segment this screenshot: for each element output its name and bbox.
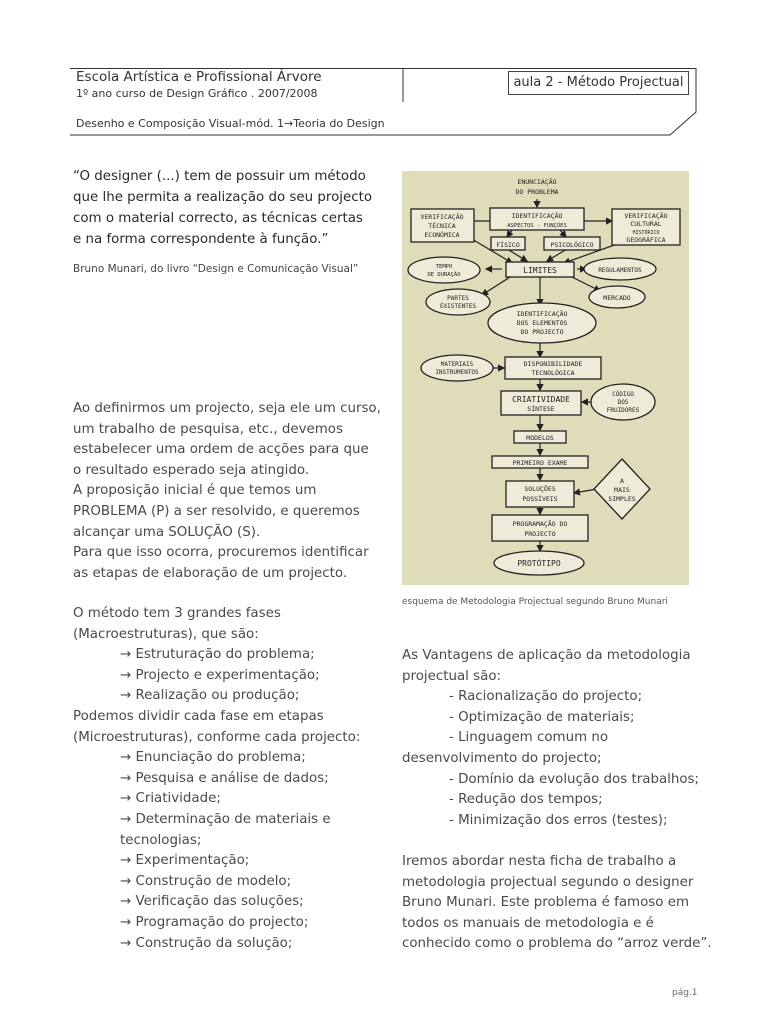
label-verif-cult: CULTURAL (630, 220, 662, 228)
text-line: o resultado esperado seja atingido. (73, 462, 310, 478)
list-item: tecnologias; (120, 832, 202, 848)
advantages-section (402, 646, 699, 831)
list-item: → Enunciação do problema; (120, 750, 306, 766)
label-tempo: DE DURAÇÃO (427, 272, 461, 278)
label-modelos: MODELOS (526, 434, 554, 442)
label-limites: LIMITES (523, 266, 557, 275)
label-partes: EXISTENTES (439, 303, 477, 310)
label-ident-elem: DO PROJECTO (520, 328, 564, 336)
label-verif-cult: HISTÓRICO (632, 230, 660, 236)
label-prototipo: PROTÓTIPO (517, 559, 561, 568)
label-solucoes: POSSÍVEIS (522, 495, 558, 503)
label-primeiro: PRIMEIRO EXAME (512, 459, 568, 467)
quote-text: “O designer (...) tem de possuir um método que lhe permita a realização do seu projecto com o material correcto, as técnicas certas e na forma correspondente à função.” (73, 169, 373, 247)
closing-paragraph (402, 852, 712, 955)
label-regulamentos: REGULAMENTOS (598, 267, 642, 274)
label-identificacao: ASPECTOS - FUNÇÕES (507, 223, 567, 229)
course-name: 1º ano curso de Design Gráfico . 2007/2008 (76, 87, 318, 100)
label-simples: A (620, 477, 624, 485)
methodology-diagram (402, 171, 689, 585)
text-line: metodologia projectual segundo o designer (402, 874, 694, 890)
text-line: estabelecer uma ordem de acções para que (73, 442, 369, 458)
list-item: → Projecto e experimentação; (120, 667, 320, 683)
label-simples: SIMPLES (608, 495, 636, 503)
label-verif-cult: VERIFICAÇÃO (624, 212, 668, 220)
text-line: Iremos abordar nesta ficha de trabalho a (402, 854, 677, 869)
label-materiais: MATERIAIS (440, 361, 474, 368)
list-item: - Domínio da evolução dos trabalhos; (449, 771, 700, 787)
label-codigo: DOS (617, 399, 629, 406)
phases-section (73, 604, 360, 954)
text-line: Podemos dividir cada fase em etapas (73, 708, 324, 724)
text-line: O método tem 3 grandes fases (73, 606, 281, 621)
label-codigo: FRUIDORES (606, 407, 640, 414)
label-criatividade: CRIATIVIDADE (512, 395, 570, 404)
text-line: todos os manuais de metodologia e é (402, 915, 654, 931)
label-codigo: CÓDIGO (612, 391, 634, 398)
label-mercado: MERCADO (603, 294, 631, 302)
list-item: → Estruturação do problema; (120, 647, 315, 663)
label-enunciacao: ENUNCIAÇÃO (517, 178, 557, 186)
label-partes: PARTES (447, 295, 469, 302)
label-materiais: INSTRUMENTOS (435, 369, 479, 376)
school-name: Escola Artística e Profissional Árvore (76, 69, 322, 85)
list-item: → Criatividade; (120, 791, 221, 807)
list-item: → Realização ou produção; (120, 688, 300, 704)
intro-paragraph (73, 399, 381, 584)
text-line: (Macroestruturas), que são: (73, 626, 259, 642)
list-item: → Programação do projecto; (120, 914, 309, 930)
label-fisico: FÍSICO (496, 241, 520, 249)
label-identificacao: IDENTIFICAÇÃO (511, 212, 563, 220)
node-tempo (408, 257, 480, 283)
text-line: desenvolvimento do projecto; (402, 750, 602, 766)
label-programacao: PROGRAMAÇÃO DO (512, 520, 568, 528)
node-partes (426, 289, 490, 315)
label-disponib: TECNOLÓGICA (531, 369, 575, 377)
list-item: → Determinação de materiais e (120, 811, 331, 827)
text-line: um trabalho de pesquisa, etc., devemos (73, 421, 343, 437)
label-tempo: TEMPO (435, 264, 453, 270)
label-ident-elem: DOS ELEMENTOS (516, 319, 568, 327)
list-item: - Linguagem comum no (449, 730, 609, 746)
label-disponib: DISPONIBILIDADE (523, 360, 583, 368)
list-item: - Redução dos tempos; (449, 792, 603, 808)
text-line: PROBLEMA (P) a ser resolvido, e queremos (73, 503, 360, 519)
node-materiais (421, 355, 493, 381)
label-ident-elem: IDENTIFICAÇÃO (516, 310, 568, 318)
quote-source: Bruno Munari, do livro “Design e Comunicação Visual” (73, 263, 359, 275)
text-line: Bruno Munari. Este problema é famoso em (402, 895, 689, 911)
text-line: As Vantagens de aplicação da metodologia (402, 648, 691, 663)
label-enunciacao: DO PROBLEMA (515, 188, 559, 196)
text-line: Ao definirmos um projecto, seja ele um curso, (73, 401, 381, 416)
subject-name: Desenho e Composição Visual-mód. 1→Teoria do Design (76, 117, 385, 130)
text-line: (Microestruturas), conforme cada projecto: (73, 729, 361, 745)
label-criatividade: SÍNTESE (527, 405, 555, 413)
label-verif-tec: TÉCNICA (428, 222, 456, 230)
list-item: - Optimização de materiais; (449, 709, 635, 725)
label-solucoes: SOLUÇÕES (524, 485, 556, 493)
label-verif-tec: VERIFICAÇÃO (420, 213, 464, 221)
text-line: Para que isso ocorra, procuremos identificar (73, 545, 369, 561)
figure-caption: esquema de Metodologia Projectual segundo Bruno Munari (402, 597, 668, 607)
list-item: → Pesquisa e análise de dados; (120, 770, 329, 786)
label-verif-cult: GEOGRÁFICA (626, 236, 666, 244)
page-number: pág.1 (672, 988, 698, 998)
label-simples: MAIS (614, 486, 630, 494)
text-line: as etapas de elaboração de um projecto. (73, 565, 348, 581)
list-item: → Experimentação; (120, 853, 250, 869)
list-item: → Construção de modelo; (120, 873, 292, 889)
list-item: → Verificação das soluções; (120, 894, 304, 910)
list-item: - Racionalização do projecto; (449, 689, 643, 705)
text-line: alcançar uma SOLUÇÃO (S). (73, 524, 261, 540)
text-line: projectual são: (402, 668, 502, 684)
label-programacao: PROJECTO (524, 530, 556, 538)
label-verif-tec: ECONÓMICA (424, 231, 460, 239)
label-psicologico: PSICOLÓGICO (550, 241, 594, 249)
list-item: → Construção da solução; (120, 935, 293, 951)
list-item: - Minimização dos erros (testes); (449, 812, 668, 828)
text-line: conhecido como o problema do “arroz verde”. (402, 936, 712, 952)
lesson-title: aula 2 - Método Projectual (508, 71, 689, 95)
text-line: A proposição inicial é que temos um (73, 483, 317, 499)
